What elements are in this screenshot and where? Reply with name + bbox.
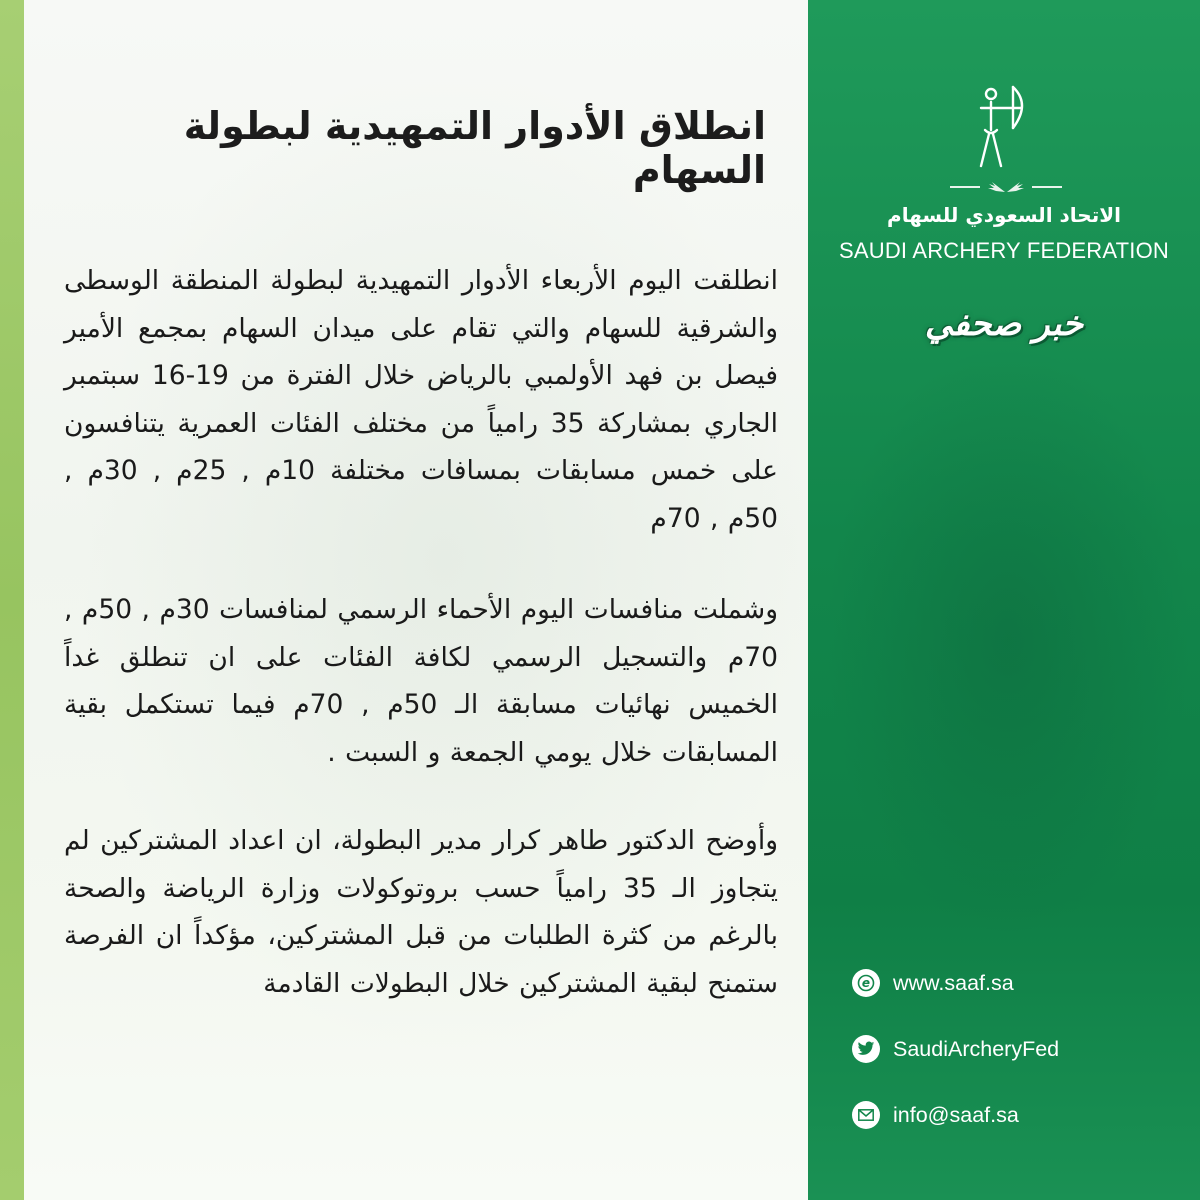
article-paragraph-1: انطلقت اليوم الأربعاء الأدوار التمهيدية لبطولة المنطقة الوسطى والشرقية للسهام والتي تقام على ميدان السهام بمجمع الأمير فيصل بن فهد الأولمبي بالرياض خلال الفترة من 19-16 سبتمبر الجاري بمشاركة 35 رامياً من مختلف الفئات العمرية يتنافسون على خمس مسابقات بمسافات مختلفة 10م , 25م , 30م , 50م , 70م <box>64 265 778 534</box>
wings-icon <box>986 180 1026 194</box>
left-accent-strip <box>0 0 24 1200</box>
divider-line-left <box>950 186 980 188</box>
press-release-tag: خبر صحفي <box>924 304 1084 344</box>
article-paragraph-2: وشملت منافسات اليوم الأحماء الرسمي لمنافسات 30م , 50م , 70م والتسجيل الرسمي لكافة الفئات على ان تنطلق غداً الخميس نهائيات مسابقة الـ 50م , 70م فيما تستكمل بقية المسابقات خلال يومي الجمعة و السبت . <box>64 594 779 768</box>
article-headline: انطلاق الأدوار التمهيدية لبطولة السهام <box>183 104 766 192</box>
email-link[interactable]: info@saaf.sa <box>893 1102 1019 1127</box>
article-paragraph-3: وأوضح الدكتور طاهر كرار مدير البطولة، ان اعداد المشتركين لم يتجاوز الـ 35 رامياً حسب بروتوكولات وزارة الرياضة والصحة بالرغم من كثرة الطلبات من قبل المشتركين، مؤكداً ان الفرصة ستمنح لبقية المشتركين خلال البطولات القادمة <box>64 825 778 999</box>
svg-text:e: e <box>861 976 871 990</box>
federation-name-english: SAUDI ARCHERY FEDERATION <box>839 238 1169 263</box>
divider-line-right <box>1032 186 1062 188</box>
contact-website[interactable] <box>852 967 1014 999</box>
twitter-handle[interactable]: SaudiArcheryFed <box>893 1036 1060 1061</box>
website-link[interactable]: www.saaf.sa <box>893 970 1014 995</box>
twitter-icon <box>852 1035 880 1063</box>
archer-logo-icon <box>969 84 1039 174</box>
article-panel <box>24 0 808 1200</box>
mail-icon <box>852 1101 880 1129</box>
contact-email[interactable] <box>852 1099 1019 1131</box>
logo-wings-divider <box>808 180 1200 194</box>
web-icon <box>852 969 880 997</box>
federation-sidebar <box>808 0 1200 1200</box>
logo <box>808 84 1200 174</box>
contact-twitter[interactable] <box>852 1033 1059 1065</box>
federation-name-arabic: الاتحاد السعودي للسهام <box>887 203 1121 227</box>
